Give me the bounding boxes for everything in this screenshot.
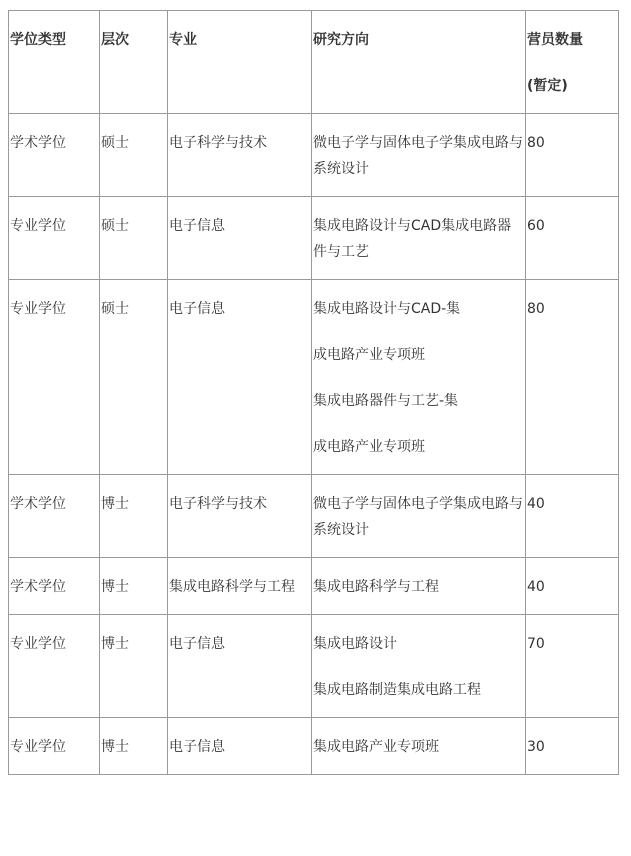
cell-major: 电子信息 <box>168 197 312 280</box>
research-line: 微电子学与固体电子学集成电路与系统设计 <box>313 496 523 538</box>
cell-major: 电子信息 <box>168 280 312 475</box>
cell-quota: 30 <box>526 718 619 775</box>
cell-major: 电子科学与技术 <box>168 475 312 558</box>
header-research-direction: 研究方向 <box>312 11 526 114</box>
cell-quota: 60 <box>526 197 619 280</box>
camp-quota-table <box>8 10 619 775</box>
cell-quota: 80 <box>526 114 619 197</box>
table-row <box>9 475 619 558</box>
cell-level: 硕士 <box>100 197 168 280</box>
research-line: 集成电路器件与工艺-集 <box>313 393 459 409</box>
cell-level: 硕士 <box>100 280 168 475</box>
cell-research-direction <box>312 475 526 558</box>
header-quota-note: (暂定) <box>527 78 568 94</box>
camp-quota-table-container <box>8 10 619 775</box>
cell-research-direction <box>312 615 526 718</box>
cell-major: 集成电路科学与工程 <box>168 558 312 615</box>
cell-level: 博士 <box>100 718 168 775</box>
cell-level: 博士 <box>100 475 168 558</box>
cell-degree-type: 专业学位 <box>9 280 100 475</box>
cell-level: 硕士 <box>100 114 168 197</box>
table-row <box>9 718 619 775</box>
table-row <box>9 615 619 718</box>
table-row <box>9 280 619 475</box>
cell-degree-type: 学术学位 <box>9 114 100 197</box>
research-line: 集成电路制造集成电路工程 <box>313 682 481 698</box>
research-line: 集成电路设计与CAD-集 <box>313 301 461 317</box>
header-quota <box>526 11 619 114</box>
cell-research-direction <box>312 280 526 475</box>
cell-major: 电子信息 <box>168 718 312 775</box>
cell-degree-type: 专业学位 <box>9 615 100 718</box>
cell-degree-type: 学术学位 <box>9 475 100 558</box>
research-line: 集成电路产业专项班 <box>313 739 439 755</box>
cell-level: 博士 <box>100 615 168 718</box>
research-line: 集成电路科学与工程 <box>313 579 439 595</box>
header-quota-label: 营员数量 <box>527 32 583 48</box>
cell-degree-type: 专业学位 <box>9 718 100 775</box>
table-row <box>9 114 619 197</box>
cell-major: 电子信息 <box>168 615 312 718</box>
research-line: 集成电路设计 <box>313 636 397 652</box>
research-line: 微电子学与固体电子学集成电路与系统设计 <box>313 135 523 177</box>
research-line: 成电路产业专项班 <box>313 439 425 455</box>
cell-research-direction <box>312 558 526 615</box>
research-line: 集成电路设计与CAD集成电路器件与工艺 <box>313 218 512 260</box>
cell-degree-type: 专业学位 <box>9 197 100 280</box>
table-header-row <box>9 11 619 114</box>
cell-major: 电子科学与技术 <box>168 114 312 197</box>
cell-quota: 80 <box>526 280 619 475</box>
table-row <box>9 197 619 280</box>
cell-level: 博士 <box>100 558 168 615</box>
cell-degree-type: 学术学位 <box>9 558 100 615</box>
cell-quota: 40 <box>526 475 619 558</box>
cell-research-direction <box>312 197 526 280</box>
header-degree-type: 学位类型 <box>9 11 100 114</box>
research-line: 成电路产业专项班 <box>313 347 425 363</box>
cell-quota: 40 <box>526 558 619 615</box>
header-major: 专业 <box>168 11 312 114</box>
cell-quota: 70 <box>526 615 619 718</box>
cell-research-direction <box>312 114 526 197</box>
header-level: 层次 <box>100 11 168 114</box>
table-row <box>9 558 619 615</box>
cell-research-direction <box>312 718 526 775</box>
